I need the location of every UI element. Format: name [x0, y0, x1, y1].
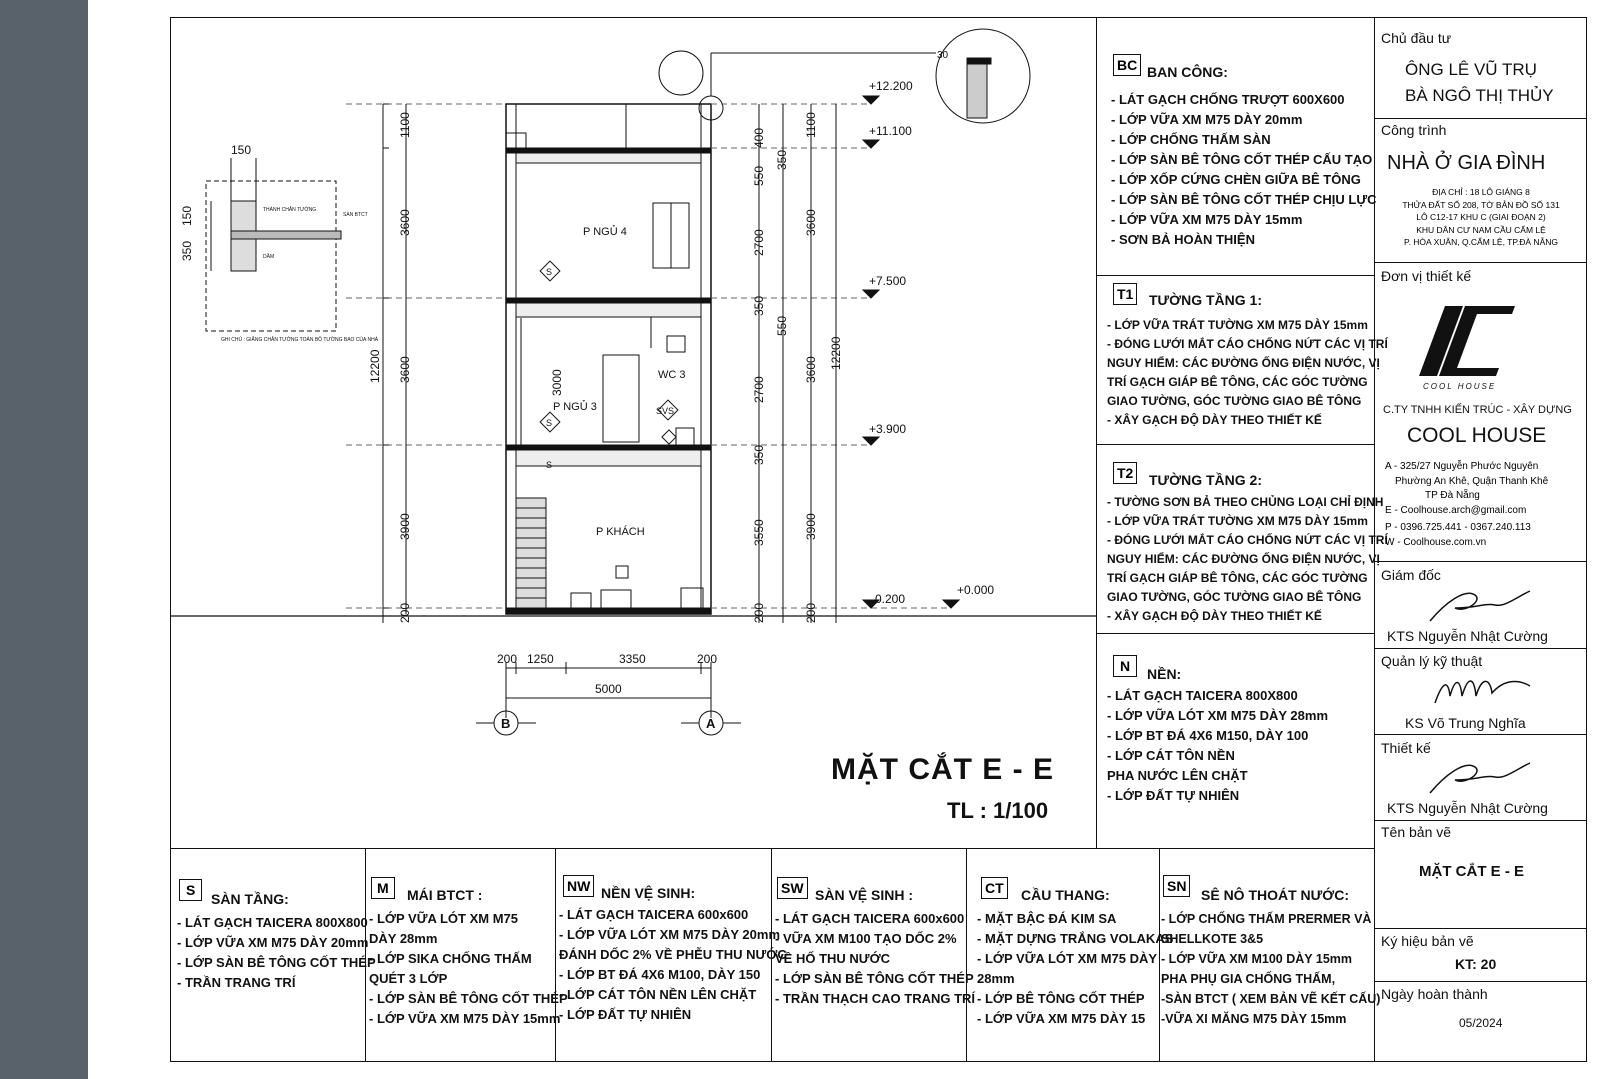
note-sn-line: PHA PHỤ GIA CHỐNG THẤM,: [1161, 972, 1336, 986]
note-m-line: - LỚP SIKA CHỐNG THẤM: [369, 951, 532, 966]
address-line: P. HÒA XUÂN, Q.CẨM LỆ, TP.ĐÀ NẴNG: [1404, 237, 1558, 247]
dim-r-7: 2700: [752, 376, 766, 403]
dim-r-2: 350: [775, 149, 789, 170]
director-label: Giám đốc: [1381, 567, 1441, 583]
note-sn-line: - LỚP VỮA XM M100 DÀY 15mm: [1161, 952, 1352, 966]
note-m-line: DÀY 28mm: [369, 931, 438, 946]
note-m-line: - LỚP VỮA LÓT XM M75: [369, 911, 518, 926]
contact-line: W - Coolhouse.com.vn: [1385, 536, 1487, 548]
note-title-sn: SÊ NÔ THOÁT NƯỚC:: [1201, 887, 1349, 903]
elev-1: +12.200: [869, 79, 913, 93]
note-title-nw: NỀN VỆ SINH:: [601, 885, 696, 901]
ceiling-2: [516, 450, 701, 466]
note-code-bc: BC: [1113, 54, 1141, 76]
note-n-line: - LÁT GẠCH TAICERA 800X800: [1107, 688, 1298, 703]
dim-l-2: 3600: [398, 209, 412, 236]
dim-r-13: 3600: [804, 356, 818, 383]
note-ct-line: - MẶT BẬC ĐÁ KIM SA: [977, 911, 1117, 926]
note-ct-line: 28mm: [977, 971, 1015, 986]
dim-r-1: 400: [752, 127, 766, 148]
note-title-t2: TƯỜNG TẦNG 2:: [1149, 472, 1262, 488]
address-line: ĐỊA CHỈ : 18 LÔ GIÁNG 8: [1432, 187, 1530, 197]
title-block: [1374, 18, 1587, 1061]
owner-label: Chủ đầu tư: [1381, 30, 1452, 46]
owner-line-1: ÔNG LÊ VŨ TRỤ: [1405, 60, 1537, 79]
axis-label-B: B: [501, 716, 511, 731]
roof-parapet: [516, 104, 626, 148]
note-bc-line: - LỚP VỮA XM M75 DÀY 20mm: [1111, 112, 1303, 127]
note-sw-line: - LỚP SÀN BÊ TÔNG CỐT THÉP: [775, 971, 974, 986]
note-code-m: M: [371, 877, 395, 899]
dim-b-4: 200: [697, 652, 718, 666]
dim-b-5: 5000: [595, 682, 622, 696]
dim-l-5: 200: [398, 602, 412, 623]
drawing-frame: [170, 17, 1587, 1062]
dim-r-10: 200: [752, 602, 766, 623]
axis-label-A: A: [706, 716, 716, 731]
note-t1-line: - XÂY GẠCH ĐỘ DÀY THEO THIẾT KẾ: [1107, 413, 1322, 427]
dim-b-1: 200: [497, 652, 518, 666]
project-label: Công trình: [1381, 122, 1447, 138]
notes-divider-1: [1097, 275, 1375, 276]
note-sw-line: - TRẦN THẠCH CAO TRANG TRÍ: [775, 991, 976, 1006]
furniture-plant: [616, 566, 628, 578]
dim-l-4: 3900: [398, 513, 412, 540]
detail-dim-1: 150: [231, 143, 252, 157]
notes-column: [1096, 18, 1388, 848]
dim-r-11: 1100: [804, 112, 818, 138]
detail-label-3: DẦM: [263, 254, 275, 260]
elev-5: -0.200: [871, 592, 906, 606]
note-lines-ct: [977, 909, 1173, 1029]
dim-l-6: 12200: [368, 349, 382, 383]
slab-ground: [506, 608, 711, 614]
dim-lines-right: [759, 104, 836, 623]
room-living: P KHÁCH: [596, 526, 645, 538]
room-bedroom-4: P NGỦ 4: [583, 226, 627, 238]
company-name: COOL HOUSE: [1407, 424, 1547, 447]
elev-4: +3.900: [869, 422, 907, 436]
note-s-line: - LỚP VỮA XM M75 DÀY 20mm: [177, 935, 369, 950]
toilet: [676, 428, 694, 445]
note-sw-line: VỀ HỐ THU NƯỚC: [775, 951, 891, 966]
note-n-line: - LỚP CÁT TÔN NỀN: [1107, 748, 1235, 763]
dim-l-1: 1100: [398, 112, 412, 138]
note-code-ct: CT: [981, 877, 1008, 899]
detail-label-1: THÀNH CHẮN TƯỜNG: [263, 207, 317, 213]
contact-line: P - 0396.725.441 - 0367.240.113: [1385, 522, 1531, 533]
note-sw-line: - VỮA XM M100 TẠO DỐC 2%: [775, 931, 957, 946]
note-bc-line: - LỚP XỐP CỨNG CHÈN GIỮA BÊ TÔNG: [1111, 172, 1361, 187]
project-address: [1375, 186, 1587, 249]
sheet-name-label: Tên bản vẽ: [1381, 824, 1452, 840]
staircase: [516, 498, 546, 608]
note-ct-line: - LỚP VỮA XM M75 DÀY 15: [977, 1011, 1146, 1026]
slab-floor-3: [506, 298, 711, 303]
note-nw-line: - LỚP CÁT TÔN NỀN LÊN CHẶT: [559, 987, 757, 1002]
note-ct-line: - LỚP VỮA LÓT XM M75 DÀY: [977, 951, 1158, 966]
room-wc-3: WC 3: [658, 369, 686, 381]
note-t2-line: - LỚP VỮA TRÁT TƯỜNG XM M75 DÀY 15mm: [1107, 514, 1368, 528]
company-line: C.TY TNHH KIẾN TRÚC - XÂY DỰNG: [1383, 404, 1572, 416]
note-lines-n: [1107, 686, 1328, 806]
design-signature-icon: [1425, 755, 1535, 800]
room-tag-4: SVS: [656, 406, 675, 416]
note-m-line: - LỚP SÀN BÊ TÔNG CỐT THÉP: [369, 991, 568, 1006]
note-code-t2: T2: [1113, 462, 1137, 484]
ceiling-4: [516, 153, 701, 163]
drawing-sheet: [88, 0, 1600, 1079]
note-sn-line: SHELLKOTE 3&5: [1161, 932, 1264, 946]
contact-line: TP Đà Nẵng: [1425, 490, 1480, 501]
dim-r-4: 2700: [752, 229, 766, 256]
note-lines-m: [369, 909, 568, 1029]
note-bc-line: - LỚP SÀN BÊ TÔNG CỐT THÉP CHỊU LỰC: [1111, 192, 1377, 207]
note-t2-line: - ĐÓNG LƯỚI MẮT CÁO CHỐNG NỨT CÁC VỊ TRÍ: [1107, 533, 1388, 547]
tech-label: Quản lý kỹ thuật: [1381, 653, 1483, 669]
note-n-line: - LỚP VỮA LÓT XM M75 DÀY 28mm: [1107, 708, 1329, 723]
design-label: Thiết kế: [1381, 740, 1431, 756]
note-lines-bc: [1111, 90, 1377, 250]
logo-text: COOL HOUSE: [1423, 382, 1497, 391]
designer-label: Đơn vị thiết kế: [1381, 268, 1472, 284]
design-name: KTS Nguyễn Nhật Cường: [1387, 800, 1548, 816]
note-lines-nw: [559, 905, 787, 1025]
drawing-title: MẶT CẮT E - E: [831, 753, 1054, 786]
tb-line: [1375, 981, 1587, 982]
note-n-line: - LỚP BT ĐÁ 4X6 M150, DÀY 100: [1107, 728, 1309, 743]
elev-6: +0.000: [957, 583, 995, 597]
note-t1-line: - LỚP VỮA TRÁT TƯỜNG XM M75 DÀY 15mm: [1107, 318, 1368, 332]
address-line: LÔ C12-17 KHU C (GIAI ĐOẠN 2): [1416, 212, 1546, 222]
note-lines-sn: [1161, 909, 1380, 1029]
note-title-ct: CẦU THANG:: [1021, 887, 1110, 903]
slab-roof: [506, 148, 711, 153]
sheet-name: MẶT CẮT E - E: [1419, 863, 1524, 880]
date-label: Ngày hoàn thành: [1381, 986, 1488, 1002]
level-lines: [346, 104, 951, 608]
owner-line-2: BÀ NGÔ THỊ THỦY: [1405, 86, 1554, 105]
notes-divider-3: [1097, 633, 1375, 634]
dim-l-3: 3600: [398, 356, 412, 383]
note-s-line: - LÁT GẠCH TAICERA 800X800: [177, 915, 368, 930]
note-title-s: SÀN TẦNG:: [211, 891, 289, 907]
note-sn-line: -SÀN BTCT ( XEM BẢN VẼ KẾT CẤU): [1161, 992, 1381, 1006]
note-lines-t1: [1107, 316, 1388, 430]
parapet-detail: [206, 158, 341, 331]
ceiling-3: [516, 303, 701, 317]
address-line: KHU DÂN CƯ NAM CẦU CẨM LỆ: [1416, 224, 1546, 235]
tag-diamond-4: [662, 430, 676, 444]
tb-line: [1375, 648, 1587, 649]
project-name: NHÀ Ở GIA ĐÌNH: [1387, 152, 1546, 174]
note-t1-line: GIAO TƯỜNG, GÓC TƯỜNG GIAO BÊ TÔNG: [1107, 394, 1362, 408]
director-signature-icon: [1425, 583, 1535, 628]
completion-date: 05/2024: [1459, 1016, 1503, 1030]
bottom-notes-row: [171, 848, 1381, 1062]
note-t1-line: NGUY HIỂM: CÁC ĐƯỜNG ỐNG ĐIỆN NƯỚC, VỊ: [1107, 356, 1380, 370]
director-name: KTS Nguyễn Nhật Cường: [1387, 628, 1548, 644]
drawing-scale: TL : 1/100: [947, 798, 1049, 823]
notes-divider-2: [1097, 444, 1375, 445]
dim-b-3: 3350: [619, 652, 646, 666]
dim-l-7: 3000: [550, 369, 564, 396]
contact-line: E - Coolhouse.arch@gmail.com: [1385, 504, 1527, 516]
elev-2: +11.100: [869, 124, 912, 138]
note-code-sw: SW: [777, 877, 808, 899]
water-tank: [659, 51, 703, 95]
note-title-t1: TƯỜNG TẦNG 1:: [1149, 292, 1262, 308]
note-bc-line: - SƠN BẢ HOÀN THIỆN: [1111, 232, 1255, 247]
detail-label-2: SÀN BTCT: [343, 212, 368, 218]
dim-b-2: 1250: [527, 652, 554, 666]
note-m-line: QUÉT 3 LỚP: [369, 971, 448, 986]
tb-line: [1375, 262, 1587, 263]
note-nw-line: - LỚP VỮA LÓT XM M75 DÀY 20mm: [559, 927, 781, 942]
note-title-m: MÁI BTCT :: [407, 887, 483, 903]
elev-3: +7.500: [869, 274, 907, 288]
note-sn-line: -VỮA XI MĂNG M75 DÀY 15mm: [1161, 1012, 1347, 1026]
room-bedroom-3: P NGỦ 3: [553, 401, 597, 413]
note-bc-line: - LỚP CHỐNG THẤM SÀN: [1111, 132, 1271, 147]
address-line: THỬA ĐẤT SỐ 208, TỜ BẢN ĐỒ SỐ 131: [1402, 199, 1560, 210]
note-nw-line: - LỚP BT ĐÁ 4X6 M100, DÀY 150: [559, 967, 761, 982]
note-bc-line: - LỚP VỮA XM M75 DÀY 15mm: [1111, 212, 1303, 227]
note-sn-line: - LỚP CHỐNG THẤM PRERMER VÀ: [1161, 912, 1372, 926]
note-ct-line: - MẶT DỰNG TRẮNG VOLAKAS: [977, 931, 1174, 946]
tb-line: [1375, 561, 1587, 562]
furniture-sofa: [601, 590, 631, 608]
door-wc: [603, 355, 639, 442]
note-s-line: - LỚP SÀN BÊ TÔNG CỐT THÉP: [177, 955, 376, 970]
section-drawing: [171, 18, 1096, 848]
company-contacts: [1385, 460, 1548, 550]
cool-house-logo-icon: [1415, 306, 1525, 381]
furniture-cabinet: [681, 588, 703, 608]
dim-r-14: 3900: [804, 513, 818, 540]
tb-line: [1375, 734, 1587, 735]
note-lines-t2: [1107, 493, 1388, 626]
note-title-bc: BAN CÔNG:: [1147, 64, 1228, 80]
detail-zoom-cap: [967, 58, 991, 64]
note-code-sn: SN: [1163, 875, 1190, 897]
note-m-line: - LỚP VỮA XM M75 DÀY 15mm: [369, 1011, 561, 1026]
note-t2-line: NGUY HIỂM: CÁC ĐƯỜNG ỐNG ĐIỆN NƯỚC, VỊ: [1107, 552, 1380, 566]
tech-name: KS Võ Trung Nghĩa: [1405, 715, 1526, 731]
room-tag-1: S: [546, 267, 553, 277]
wc-vent: [667, 336, 685, 352]
dim-r-6: 550: [775, 315, 789, 336]
note-title-sw: SÀN VỆ SINH :: [815, 887, 914, 903]
room-tag-2: S: [546, 418, 553, 428]
note-title-n: NỀN:: [1147, 666, 1182, 682]
dim-r-3: 550: [752, 165, 766, 186]
note-t2-line: TRÍ GẠCH GIÁP BÊ TÔNG, CÁC GÓC TƯỜNG: [1107, 571, 1368, 585]
note-t2-line: GIAO TƯỜNG, GÓC TƯỜNG GIAO BÊ TÔNG: [1107, 590, 1362, 604]
note-t2-line: - TƯỜNG SƠN BẢ THEO CHỦNG LOẠI CHỈ ĐỊNH: [1107, 495, 1384, 509]
room-tag-3: S: [546, 460, 553, 470]
note-s-line: - TRẦN TRANG TRÍ: [177, 975, 296, 990]
dim-r-15: 200: [804, 602, 818, 623]
note-n-line: PHA NƯỚC LÊN CHẶT: [1107, 768, 1248, 783]
furniture-table: [571, 593, 591, 608]
tb-line: [1375, 118, 1587, 119]
contact-line: A - 325/27 Nguyễn Phước Nguyên: [1385, 461, 1539, 472]
sheet-code-label: Ký hiệu bản vẽ: [1381, 933, 1474, 949]
note-code-nw: NW: [563, 875, 594, 897]
note-nw-line: ĐÁNH DỐC 2% VỀ PHỄU THU NƯỚC: [559, 947, 787, 962]
dim-r-16: 12200: [829, 336, 843, 370]
slab-floor-2: [506, 445, 711, 450]
dim-r-5: 350: [752, 295, 766, 316]
detail-dim-4: 30: [937, 50, 949, 61]
detail-label-4: GHI CHÚ : GIẰNG CHÂN TƯỜNG TOÀN BỘ TƯỜNG BAO CỦA NHÀ: [221, 337, 379, 343]
note-code-s: S: [179, 879, 202, 901]
note-bc-line: - LÁT GẠCH CHỐNG TRƯỢT 600X600: [1111, 92, 1345, 107]
dim-r-12: 3600: [804, 209, 818, 236]
sheet-code: KT: 20: [1455, 956, 1497, 972]
note-code-n: N: [1113, 655, 1137, 677]
note-lines-s: [177, 913, 376, 993]
note-lines-sw: [775, 909, 975, 1009]
tb-line: [1375, 820, 1587, 821]
note-bc-line: - LỚP SÀN BÊ TÔNG CỐT THÉP CẤU TẠO: [1111, 152, 1373, 167]
detail-zoom-wall: [967, 63, 987, 118]
tech-signature-icon: [1430, 668, 1540, 708]
note-nw-line: - LÁT GẠCH TAICERA 600x600: [559, 907, 749, 922]
dim-r-9: 3550: [752, 519, 766, 546]
note-ct-line: - LỚP BÊ TÔNG CỐT THÉP: [977, 991, 1145, 1006]
note-t1-line: - ĐÓNG LƯỚI MẮT CÁO CHỐNG NỨT CÁC VỊ TRÍ: [1107, 337, 1388, 351]
dim-r-8: 350: [752, 444, 766, 465]
tb-line: [1375, 928, 1587, 929]
note-t2-line: - XÂY GẠCH ĐỘ DÀY THEO THIẾT KẾ: [1107, 609, 1322, 623]
note-n-line: - LỚP ĐẤT TỰ NHIÊN: [1107, 788, 1240, 803]
elevation-markers: [863, 96, 959, 608]
note-code-t1: T1: [1113, 283, 1137, 305]
detail-dim-2: 150: [180, 205, 194, 226]
note-sw-line: - LÁT GẠCH TAICERA 600x600: [775, 911, 965, 926]
contact-line: Phường An Khê, Quận Thanh Khê: [1395, 475, 1549, 487]
note-nw-line: - LỚP ĐẤT TỰ NHIÊN: [559, 1007, 692, 1022]
note-t1-line: TRÍ GẠCH GIÁP BÊ TÔNG, CÁC GÓC TƯỜNG: [1107, 375, 1368, 389]
detail-dim-3: 350: [180, 240, 194, 261]
